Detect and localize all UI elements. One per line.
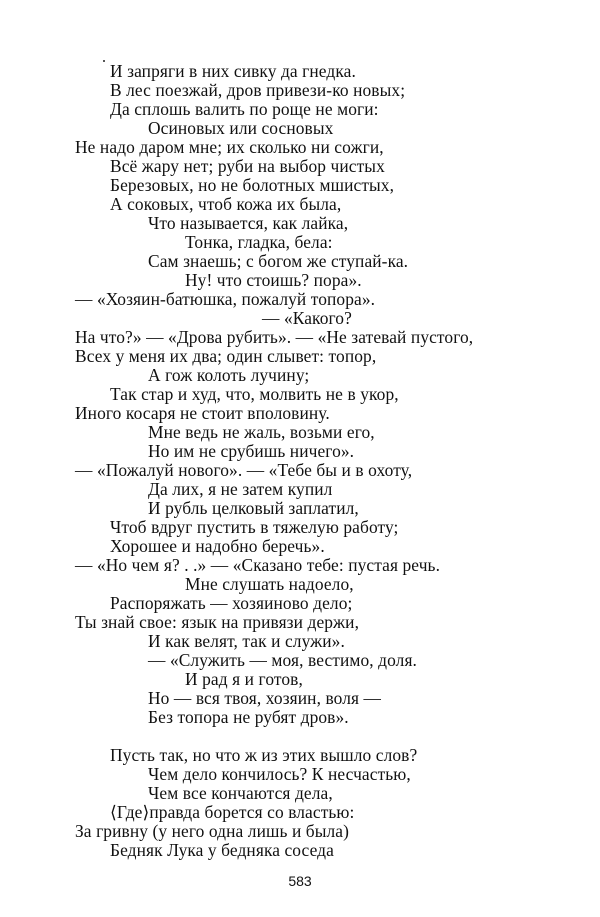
poem-line: Мне ведь не жаль, возьми его, (148, 422, 375, 442)
poem-line: Пусть так, но что ж из этих вышло слов? (110, 745, 418, 765)
poem-line: Бедняк Лука у бедняка соседа (110, 840, 334, 860)
poem-line: Не надо даром мне; их сколько ни сожги, (75, 137, 384, 157)
poem-line: ⟨Где⟩правда борется со властью: (110, 802, 355, 822)
poem-line: Мне слушать надоело, (185, 574, 354, 594)
poem-line: В лес поезжай, дров привези-ко новых; (110, 80, 406, 100)
poem-line: Распоряжать — хозяиново дело; (110, 593, 353, 613)
poem-line: Что называется, как лайка, (148, 213, 349, 233)
poem-line: Ну! что стоишь? пора». (185, 270, 362, 290)
poem-line: Но им не срубишь ничего». (148, 441, 355, 461)
poem-line: Чтоб вдруг пустить в тяжелую работу; (110, 517, 399, 537)
poem-line: Без топора не рубят дров». (148, 707, 349, 727)
poem-line: Ты знай свое: язык на привязи держи, (75, 612, 360, 632)
poem-line: И рад я и готов, (185, 669, 303, 689)
poem-line: И как велят, так и служи». (148, 631, 345, 651)
poem-line: И рубль целковый заплатил, (148, 498, 359, 518)
poem-line: Всё жару нет; руби на выбор чистых (110, 156, 385, 176)
poem-line: А соковых, чтоб кожа их была, (110, 194, 342, 214)
poem-line: Сам знаешь; с богом же ступай-ка. (148, 251, 409, 271)
poem-line: — «Но чем я? . .» — «Сказано тебе: пустая речь. (75, 555, 441, 575)
poem-line: — «Какого? (262, 308, 352, 328)
poem-line: На что?» — «Дрова рубить». — «Не затевай пустого, (75, 327, 474, 347)
poem-line: И запряги в них сивку да гнедка. (110, 61, 356, 81)
poem-line: — «Служить — моя, вестимо, доля. (148, 650, 418, 670)
poem-line: Чем все кончаются дела, (148, 783, 333, 803)
poem-line: Да лих, я не затем купил (148, 479, 333, 499)
poem-line: — «Хозяин-батюшка, пожалуй топора». (75, 289, 376, 309)
print-speck (103, 60, 105, 62)
page-number: 583 (288, 873, 312, 889)
poem-line: Чем дело кончилось? К несчастью, (148, 764, 411, 784)
poem-line: Березовых, но не болотных мшистых, (110, 175, 395, 195)
poem-line: Осиновых или сосновых (148, 118, 334, 138)
poem-line: — «Пожалуй нового». — «Тебе бы и в охоту, (75, 460, 413, 480)
poem-line: Всех у меня их два; один слывет: топор, (75, 346, 377, 366)
poem-line: Хорошее и надобно беречь». (110, 536, 325, 556)
poem-line: Да сплошь валить по роще не моги: (110, 99, 379, 119)
poem-line: Тонка, гладка, бела: (185, 232, 333, 252)
poem-line: А гож колоть лучину; (148, 365, 310, 385)
poem-line: Иного косаря не стоит вполовину. (75, 403, 330, 423)
poem-line: За гривну (у него одна лишь и была) (75, 821, 350, 841)
poem-line: Так стар и худ, что, молвить не в укор, (110, 384, 399, 404)
poem-line: Но — вся твоя, хозяин, воля — (148, 688, 382, 708)
